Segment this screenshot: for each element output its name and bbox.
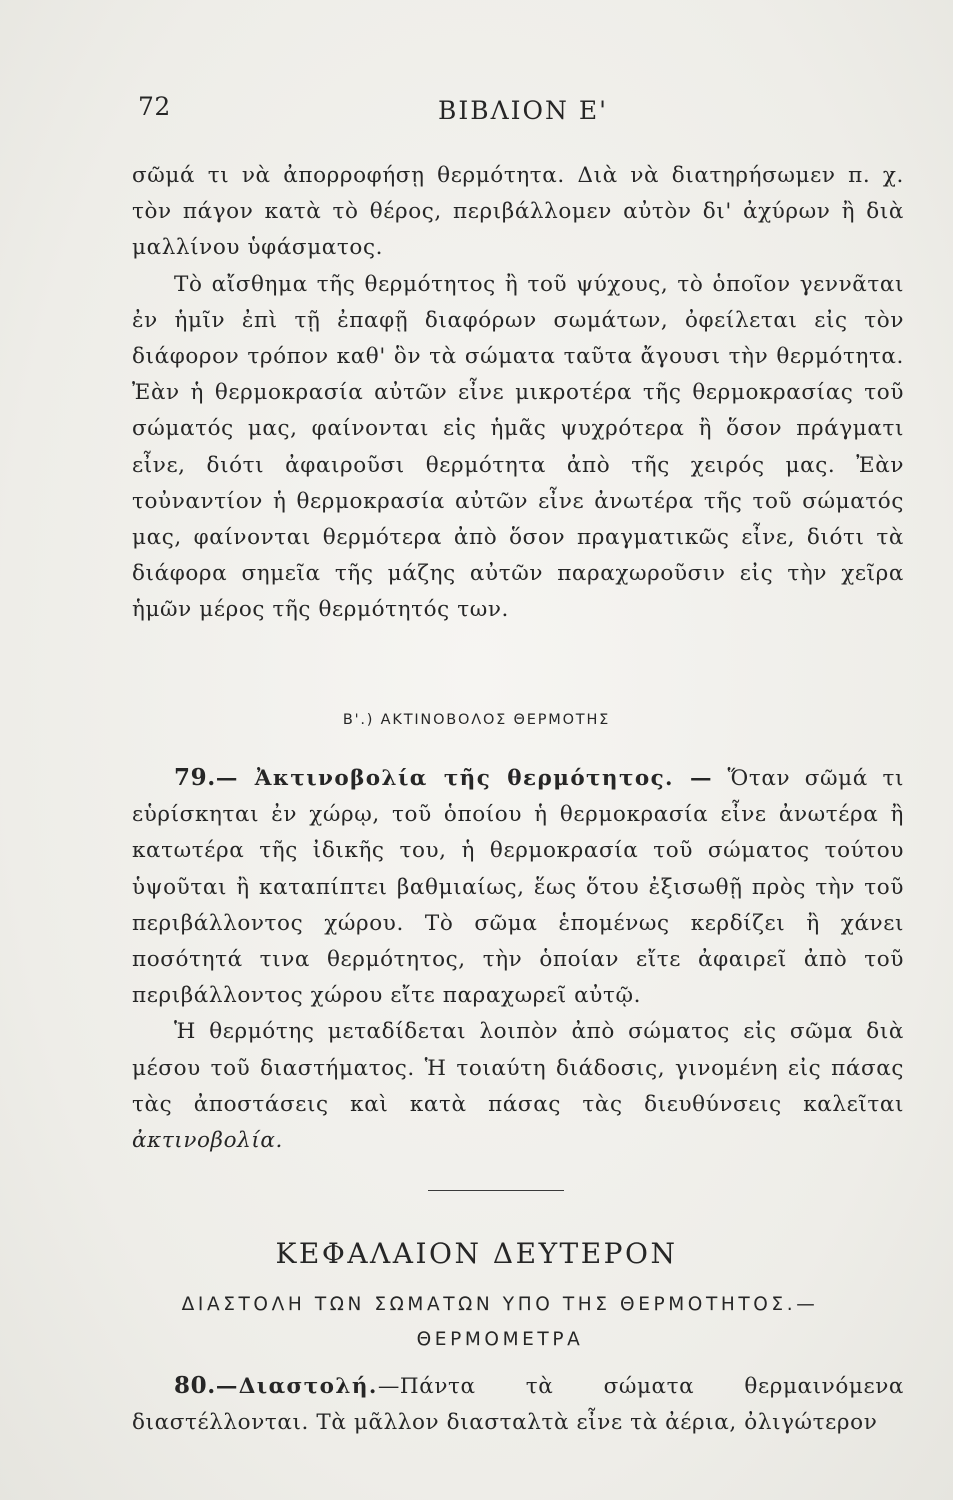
section-divider: [428, 1190, 564, 1191]
article-80-paragraph: [132, 1368, 904, 1441]
paragraph-continuation: σῶμά τι νὰ ἀπορροφήσῃ θερμότητα. Διὰ νὰ διατηρήσωμεν π. χ. τὸν πάγον κατὰ τὸ θέρος, περιβάλλομεν αὐτὸν δι' ἀχύρων ἢ διὰ μαλλίνου ὑφάσματος.: [132, 163, 904, 261]
chapter-subtitle: ΔΙΑΣΤΟΛΗ ΤΩΝ ΣΩΜΑΤΩΝ ΥΠΟ ΤΗΣ ΘΕΡΜΟΤΗΤΟΣ.—ΘΕΡΜΟΜΕΤΡΑ: [181, 1294, 819, 1350]
text-block-top: [132, 158, 904, 629]
chapter-title: ΚΕΦΑΛΑΙΟΝ ΔΕΥΤΕΡΟΝ: [275, 1237, 678, 1270]
article-80-number: 80.: [174, 1372, 216, 1399]
article-79-text: Ὅταν σῶμά τι εὑρίσκηται ἐν χώρῳ, τοῦ ὁποίου ἡ θερμοκρασία εἶνε ἀνωτέρα ἢ κατωτέρα τῆς ἰδικῆς του, ἡ θερμοκρασία τοῦ σώματος τούτου ὑψοῦται ἢ καταπίπτει βαθμιαίως, ἕως ὅτου ἐξισωθῇ πρὸς τὴν τοῦ περιβάλλοντος χώρου. Τὸ σῶμα ἑπομένως κερδίζει ἢ χάνει ποσότητά τινα θερμότητος, τὴν ὁποίαν εἴτε ἀφαιρεῖ ἀπὸ τοῦ περιβάλλοντος χώρου εἴτε παραχωρεῖ αὐτῷ.: [132, 766, 904, 1009]
article-80-title: —Διαστολή.: [215, 1374, 378, 1399]
text-block-article-79: [132, 760, 904, 1159]
article-79-text-2: Ἡ θερμότης μεταδίδεται λοιπὸν ἀπὸ σώματος εἰς σῶμα διὰ μέσου τοῦ διαστήματος. Ἡ τοιαύτη διάδοσις, γινομένη εἰς πάσας τὰς ἀποστάσεις καὶ κατὰ πάσας τὰς διευθύνσεις καλεῖται: [132, 1019, 904, 1117]
article-79-paragraph: [132, 760, 904, 1014]
paragraph-sensation-of-heat: Τὸ αἴσθημα τῆς θερμότητος ἢ τοῦ ψύχους, τὸ ὁποῖον γεννᾶται ἐν ἡμῖν ἐπὶ τῇ ἐπαφῇ διαφόρων σωμάτων, ὀφείλεται εἰς τὸν διάφορον τρόπον καθ' ὃν τὰ σώματα ταῦτα ἄγουσι τὴν θερμότητα. Ἐὰν ἡ θερμοκρασία αὐτῶν εἶνε μικροτέρα τῆς θερμοκρασίας τοῦ σώματός μας, φαίνονται εἰς ἡμᾶς ψυχρότερα ἢ ὅσον πράγματι εἶνε, διότι ἀφαιροῦσι θερμότητα ἀπὸ τῆς χειρός μας. Ἐὰν τοὐναντίον ἡ θερμοκρασία αὐτῶν εἶνε ἀνωτέρα τῆς τοῦ σώματός μας, φαίνονται θερμότερα ἀπὸ ὅσον πραγματικῶς εἶνε, διότι τὰ διάφορα σημεῖα τῆς μάζης αὐτῶν παραχωροῦσιν εἰς τὴν χεῖρα ἡμῶν μέρος τῆς θερμότητός των.: [132, 271, 904, 623]
article-79-title: — Ἀκτινοβολία τῆς θερμότητος. —: [215, 766, 713, 791]
article-80-text: —Πάντα τὰ σώματα θερμαινόμενα διαστέλλονται. Τὰ μᾶλλον διασταλτὰ εἶνε τὰ ἀέρια, ὀλιγώτερον: [132, 1374, 904, 1436]
running-head: ΒΙΒΛΙΟΝ Ε': [438, 96, 608, 125]
article-79-term: ἀκτινοβολία.: [132, 1128, 283, 1154]
subsection-heading: Β'.) ΑΚΤΙΝΟΒΟΛΟΣ ΘΕΡΜΟΤΗΣ: [342, 712, 611, 728]
article-79-paragraph-2: [132, 1014, 904, 1159]
article-79-number: 79.: [174, 764, 216, 791]
page-number: 72: [138, 92, 171, 121]
text-block-article-80: [132, 1368, 904, 1441]
page-header: [138, 92, 798, 132]
